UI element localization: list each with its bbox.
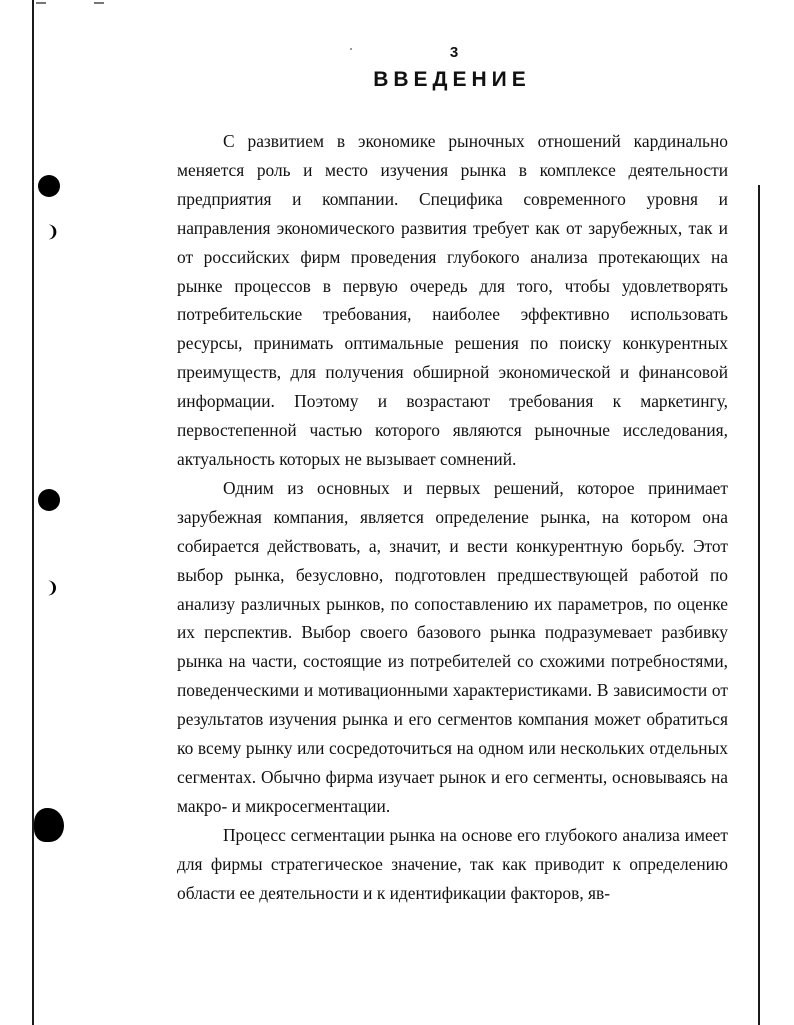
body-text	[177, 127, 728, 907]
scan-mark: ❩	[46, 222, 60, 241]
paragraph: Одним из основных и первых решений, которое принимает зарубежная компания, является определение рынка, на котором она собирается действовать, а, значит, и вести конкурентную борьбу. Этот выбор рынка, безусловно, подготовлен предшествующей работой по анализу различных рынков, по сопоставлению их параметров, по оценке их перспектив. Выбор своего базового рынка подразумевает разбивку рынка на части, состоящие из потребителей со схожими потребностями, поведенческими и мотивационными характеристиками. В зависимости от результатов изучения рынка и его сегментов компания может обратиться ко всему рынку или сосредоточиться на одном или нескольких отдельных сегментах. Обычно фирма изучает рынок и его сегменты, основываясь на макро- и микросегментации.	[177, 477, 728, 816]
scan-top-mark	[94, 2, 104, 4]
punch-hole	[38, 175, 60, 197]
scan-top-mark	[36, 2, 46, 4]
scan-left-border	[32, 0, 34, 1025]
punch-hole	[38, 489, 60, 511]
scan-right-border	[758, 185, 760, 1025]
paragraph: Процесс сегментации рынка на основе его глубокого анализа имеет для фирмы стратегическое значение, так как приводит к определению области ее деятельности и к идентификации факторов, яв-	[177, 824, 728, 903]
paragraph: С развитием в экономике рыночных отношений кардинально меняется роль и место изучения рынка в комплексе деятельности предприятия и компании. Специфика современного уровня и направления экономического развития требует как от зарубежных, так и от российских фирм проведения глубокого анализа протекающих на рынке процессов в первую очередь для того, чтобы удовлетворять потребительские требования, наиболее эффективно использовать ресурсы, принимать оптимальные решения по поиску конкурентных преимуществ, для получения обширной экономической и финансовой информации. Поэтому и возрастают требования к маркетингу, первостепенной частью которого являются рыночные исследования, актуальность которых не вызывает сомнений.	[177, 131, 728, 469]
page-number: 3	[449, 44, 459, 61]
punch-hole	[34, 808, 64, 842]
scan-mark: ❩	[44, 578, 61, 597]
page-title: ВВЕДЕНИЕ	[373, 68, 531, 91]
scan-dot	[350, 48, 352, 50]
